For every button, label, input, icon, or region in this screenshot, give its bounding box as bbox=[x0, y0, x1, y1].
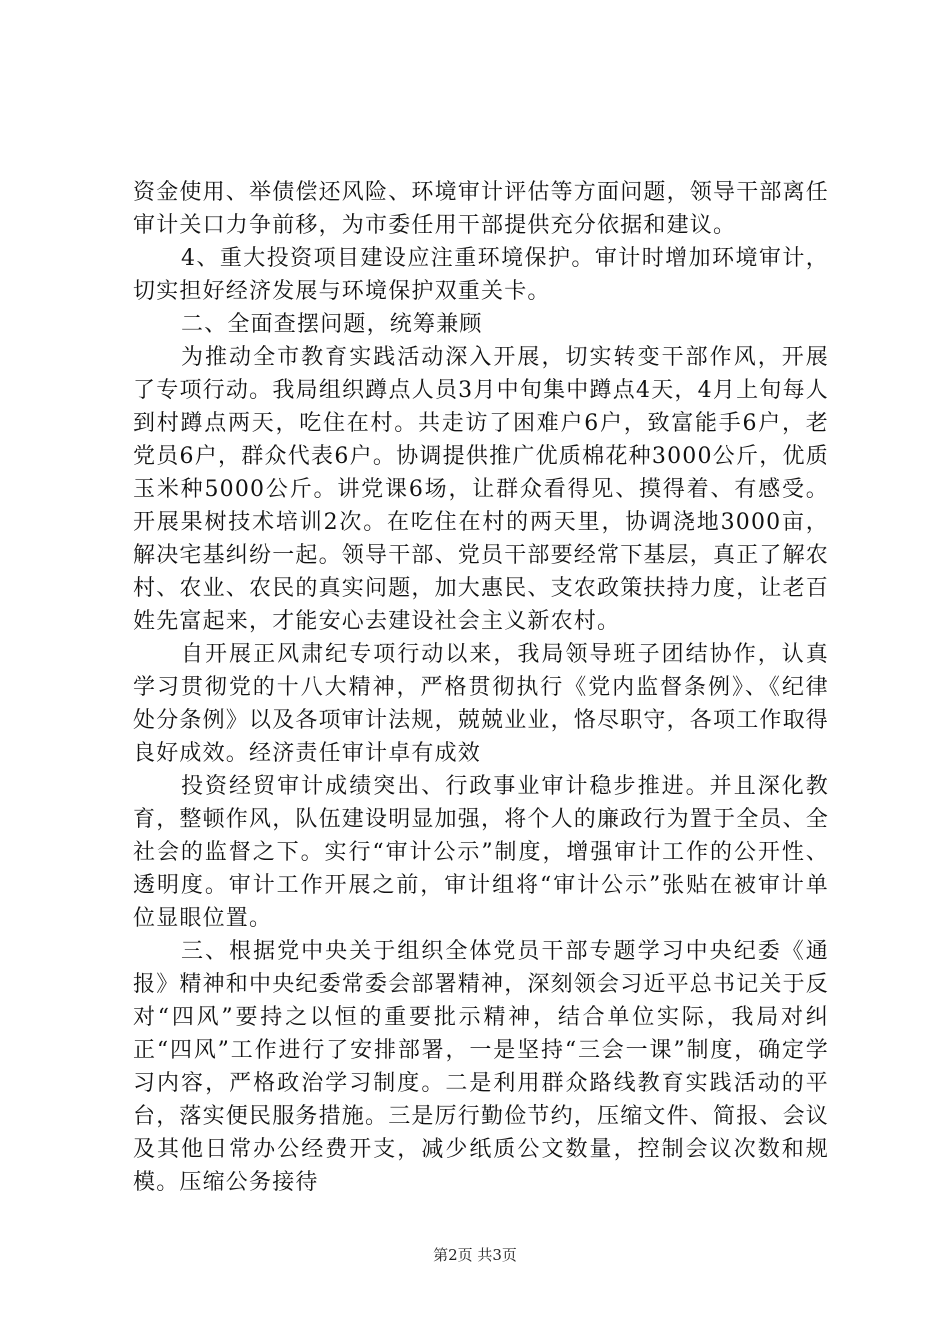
document-body bbox=[133, 176, 829, 1199]
page-number-footer: 第2页 共3页 bbox=[433, 1246, 517, 1264]
paragraph-2: 4、重大投资项目建设应注重环境保护。审计时增加环境审计，切实担好经济发展与环境保护双重关卡。 bbox=[133, 246, 829, 304]
paragraph-5: 自开展正风肃纪专项行动以来，我局领导班子团结协作，认真学习贯彻党的十八大精神，严格贯彻执行《党内监督条例》、《纪律处分条例》以及各项审计法规，兢兢业业，恪尽职守，各项工作取得良好成效。经济责任审计卓有成效 bbox=[133, 642, 830, 766]
paragraph-6: 投资经贸审计成绩突出、行政事业审计稳步推进。并且深化教育，整顿作风，队伍建设明显加强，将个人的廉政行为置于全员、全社会的监督之下。实行“审计公示”制度，增强审计工作的公开性、透明度。审计工作开展之前，审计组将“审计公示”张贴在被审计单位显眼位置。 bbox=[133, 774, 830, 931]
paragraph-1: 资金使用、举债偿还风险、环境审计评估等方面问题，领导干部离任审计关口力争前移，为市委任用干部提供充分依据和建议。 bbox=[133, 180, 830, 238]
paragraph-4: 为推动全市教育实践活动深入开展，切实转变干部作风，开展了专项行动。我局组织蹲点人员3月中旬集中蹲点4天，4月上旬每人到村蹲点两天，吃住在村。共走访了困难户6户，致富能手6户，老党员6户，群众代表6户。协调提供推广优质棉花种3000公斤，优质玉米种5000公斤。讲党课6场，让群众看得见、摸得着、有感受。开展果树技术培训2次。在吃住在村的两天里，协调浇地3000亩，解决宅基纠纷一起。领导干部、党员干部要经常下基层，真正了解农村、农业、农民的真实问题，加大惠民、支农政策扶持力度，让老百姓先富起来，才能安心去建设社会主义新农村。 bbox=[133, 345, 830, 634]
paragraph-7: 三、根据党中央关于组织全体党员干部专题学习中央纪委《通报》精神和中央纪委常委会部署精神，深刻领会习近平总书记关于反对“四风”要持之以恒的重要批示精神，结合单位实际，我局对纠正“四风”工作进行了安排部署，一是坚持“三会一课”制度，确定学习内容，严格政治学习制度。二是利用群众路线教育实践活动的平台，落实便民服务措施。三是厉行勤俭节约，压缩文件、简报、会议及其他日常办公经费开支，减少纸质公文数量，控制会议次数和规模。压缩公务接待 bbox=[133, 939, 830, 1195]
section-heading-2: 二、全面查摆问题，统筹兼顾 bbox=[181, 312, 483, 337]
